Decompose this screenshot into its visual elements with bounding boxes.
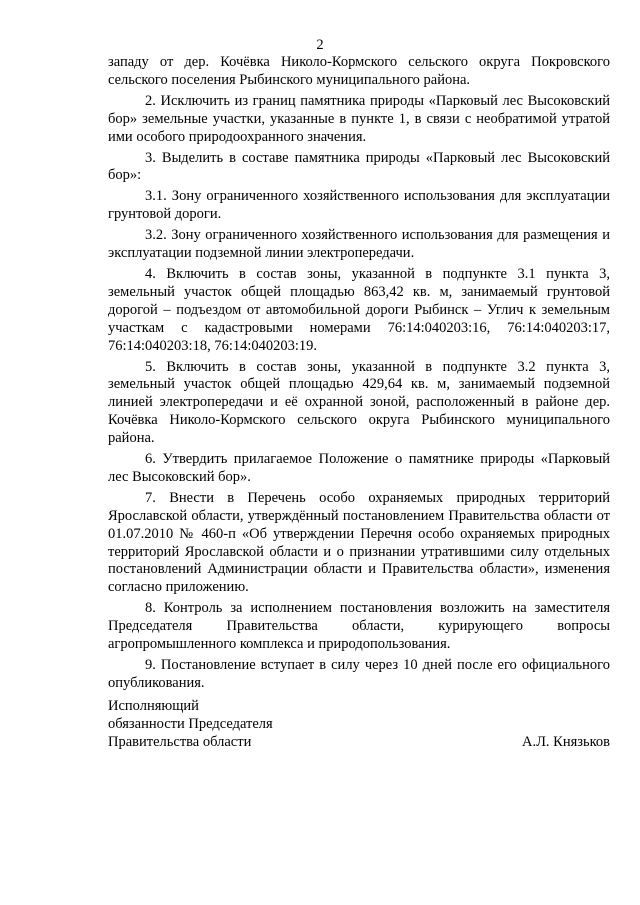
- page-number: 2: [316, 37, 324, 53]
- paragraph-4: 4. Включить в состав зоны, указанной в подпункте 3.1 пункта 3, земельный участок общей площадью 863,42 кв. м, занимаемый грунтовой дорогой – подъездом от автомобильной дороги Рыбинск – Углич к земельным участкам с кадастровыми номерами 76:14:040203:16, 76:14:040203:17, 76:14:040203:18, 76:14:040203:19.: [108, 265, 610, 354]
- paragraph-3: 3. Выделить в составе памятника природы «Парковый лес Высоковский бор»:: [108, 149, 610, 184]
- paragraph-9: 9. Постановление вступает в силу через 10 дней после его официального опубликования.: [108, 657, 610, 691]
- signatory-title-line-3: Правительства области: [108, 733, 252, 750]
- paragraph-3-2: 3.2. Зону ограниченного хозяйственного использования для размещения и эксплуатации подземной линии электропередачи.: [108, 227, 610, 262]
- paragraph-5: 5. Включить в состав зоны, указанной в подпункте 3.2 пункта 3, земельный участок общей площадью 429,64 кв. м, занимаемый подземной линией электропередачи и её охранной зоной, расположенный в районе дер. Кочёвка Николо-Кормского сельского округа Рыбинского муниципального района.: [108, 358, 610, 447]
- paragraph-7: 7. Внести в Перечень особо охраняемых природных территорий Ярославской области, утверждённый постановлением Правительства области от 01.07.2010 № 460-п «Об утверждении Перечня особо охраняемых природных территорий Ярославской области и о признании утратившими силу отдельных постановлений Администрации области и Правительства области», изменения согласно приложению.: [108, 489, 610, 596]
- paragraph-6: 6. Утвердить прилагаемое Положение о памятнике природы «Парковый лес Высоковский бор».: [108, 451, 610, 485]
- paragraph-3-1: 3.1. Зону ограниченного хозяйственного использования для эксплуатации грунтовой дороги.: [108, 188, 610, 223]
- signatory-title-line-2: обязанности Председателя: [108, 715, 273, 732]
- signature-last-line: [108, 734, 610, 752]
- signatory-title-line-1: Исполняющий: [108, 698, 199, 714]
- paragraph-8: 8. Контроль за исполнением постановления возложить на заместителя Председателя Правительства области, курирующего вопросы агропромышленного комплекса и природопользования.: [108, 600, 610, 653]
- document-body: [108, 54, 610, 693]
- signatory-name: А.Л. Князьков: [521, 733, 610, 750]
- signature-block: [108, 698, 610, 752]
- paragraph-1-continuation: западу от дер. Кочёвка Николо-Кормского сельского округа Покровского сельского поселения Рыбинского муниципального района.: [108, 54, 610, 88]
- paragraph-2: 2. Исключить из границ памятника природы «Парковый лес Высоковский бор» земельные участки, указанные в пункте 1, в связи с необратимой утратой ими особого природоохранного значения.: [108, 92, 610, 145]
